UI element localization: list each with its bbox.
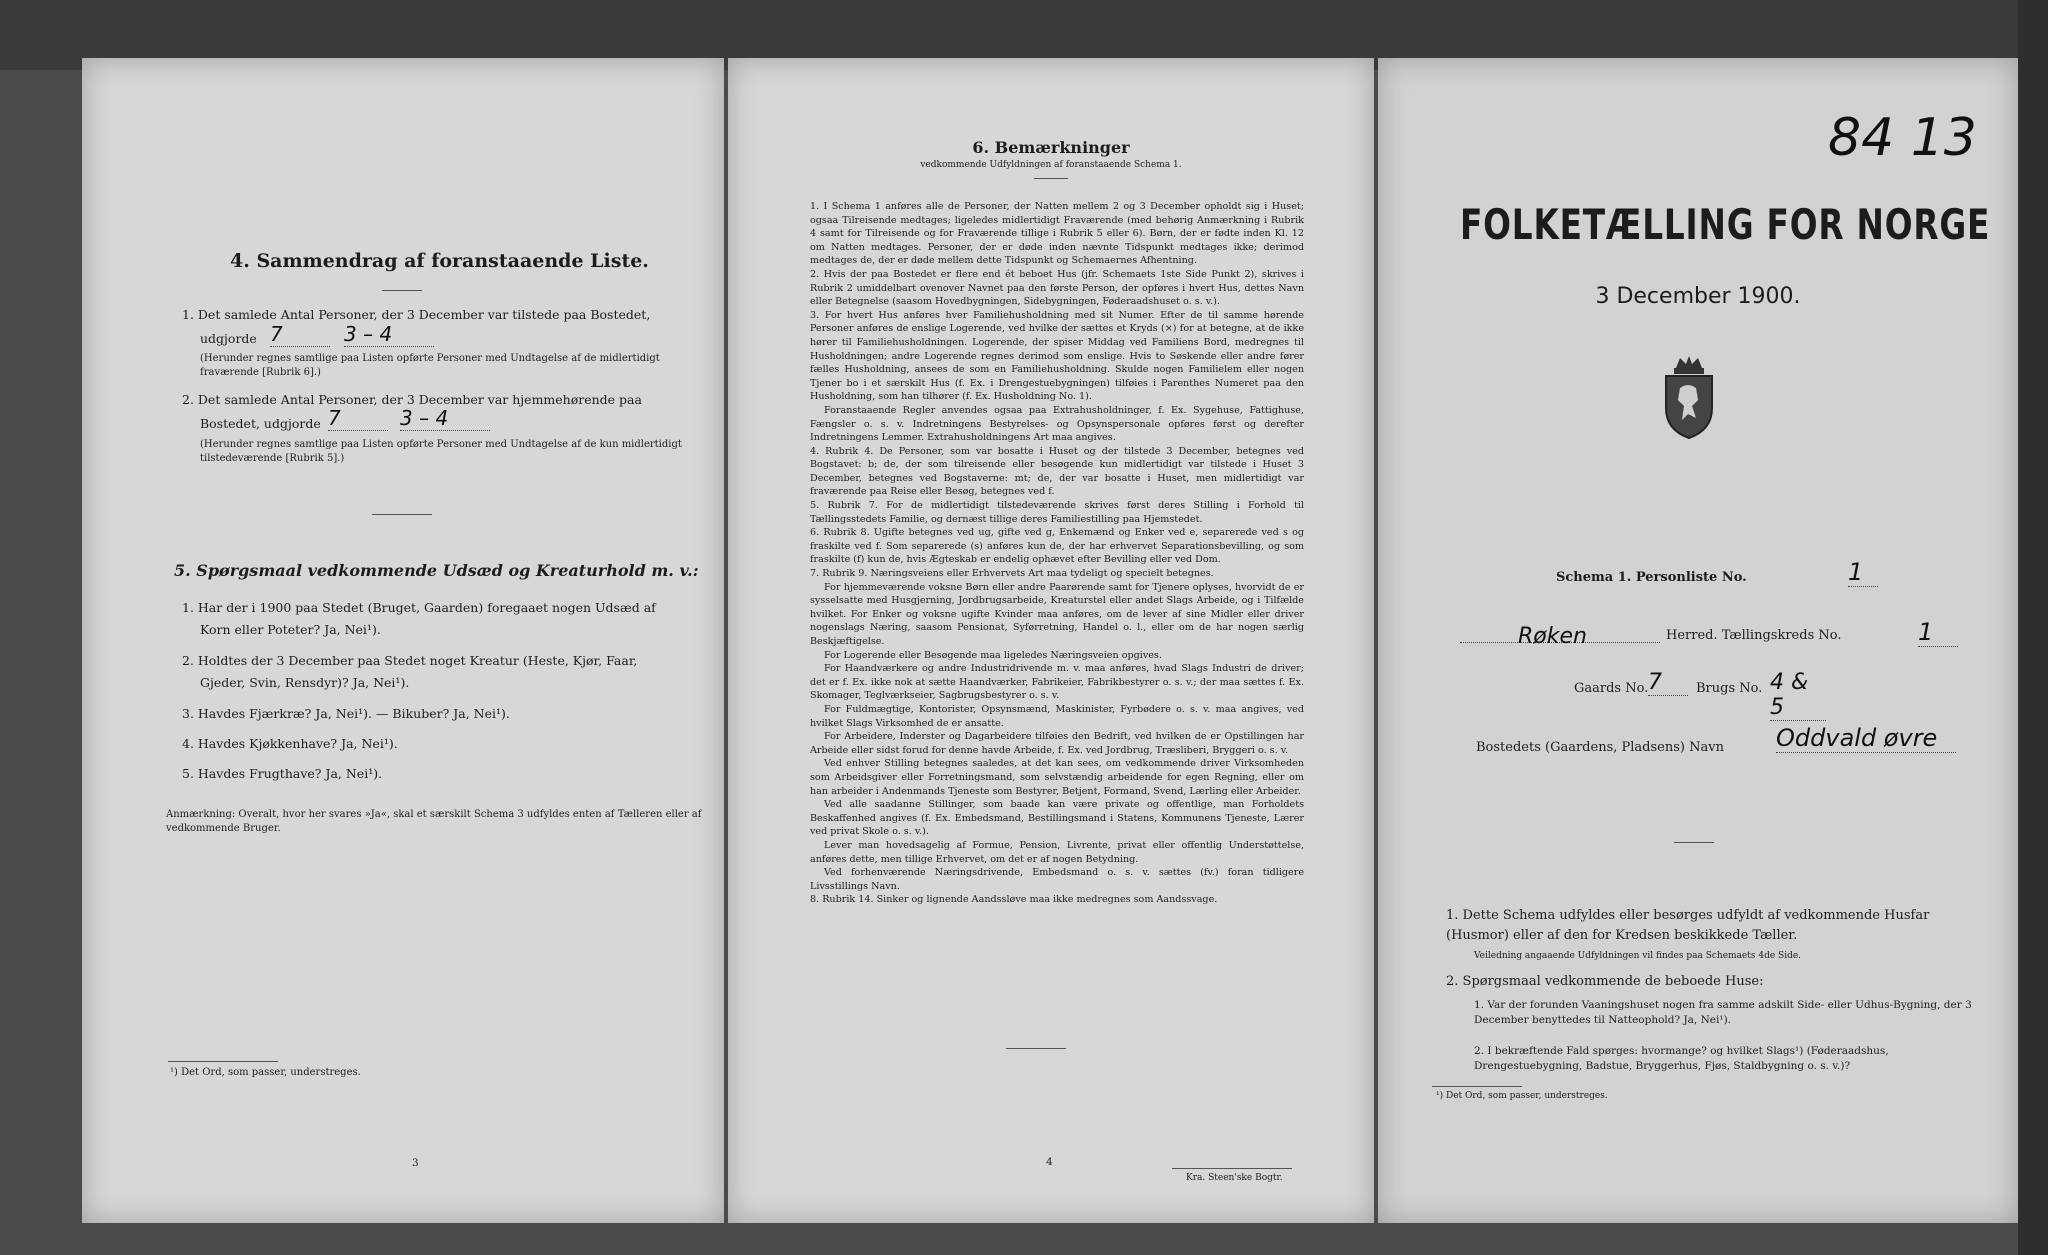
instruction-2-1: 1. Var der forunden Vaaningshuset nogen fra samme adskilt Side- eller Udhus-Bygning, der 3 December benyttedes til Natteophold? Ja, Nei¹). [1474, 999, 1972, 1026]
footnote: ¹) Det Ord, som passer, understreges. [1436, 1091, 1608, 1101]
schema-label: Schema 1. Personliste No. [1556, 570, 1747, 585]
herred-label: Herred. Tællingskreds No. [1666, 628, 1842, 643]
divider [1006, 1048, 1066, 1049]
divider [1674, 842, 1714, 843]
instruction-1-note: Veiledning angaaende Udfyldningen vil findes paa Schemaets 4de Side. [1474, 951, 1802, 961]
section-4-title: 4. Sammendrag af foranstaaende Liste. [230, 250, 649, 272]
remark-paragraph: 1. I Schema 1 anføres alle de Personer, der Natten mellem 2 og 3 December opholdt sig i Huset; ogsaa Tilreisende medtages; ligeledes midlertidigt Fraværende (med behørig Anmærkning i Rubrik 4 samt for Tilreisende og for Fraværende tillige i Rubrik 5 eller 6). Børn, der er fødte inden Kl. 12 om Natten medtages. Personer, der er døde inden nævnte Tidspunkt medtages ikke; derimod medtages de, der er døde mellem dette Tidspunkt og Schemaernes Afhentning. [810, 201, 1304, 267]
kreds-value: 1 [1918, 618, 1958, 647]
bosted-label: Bostedets (Gaardens, Pladsens) Navn [1476, 740, 1724, 755]
page-1-cover [1378, 58, 2018, 1223]
item-2-handwritten-a: 7 [328, 406, 388, 431]
divider [382, 290, 422, 291]
remark-paragraph: Foranstaaende Regler anvendes ogsaa paa Extrahusholdninger, f. Ex. Sygehuse, Fattighuse, Fængsler o. s. v. Indretningens Bestyrelses- og Opsynspersonale opføres først og derefter Indretningens Lemmer. Extrahusholdningens Art maa angives. [810, 404, 1304, 444]
remark-paragraph: For Arbeidere, Inderster og Dagarbeidere tilføies den Bedrift, ved hvilken de er Opstillingen har Arbeide eller sidst forud for denne havde Arbeide, f. Ex. ved Jordbrug, Træsliberi, Bryggeri o. s. v. [810, 731, 1304, 756]
question-2-line-2: Gjeder, Svin, Rensdyr)? Ja, Nei¹). [200, 675, 410, 690]
remark-paragraph: Ved enhver Stilling betegnes saaledes, at det kan sees, om vedkommende driver Virksomheden som Arbeidsgiver eller Forretningsmand, som selvstændig arbeidende for egen Regning, eller om han arbeider i Andenmands Tjeneste som Bestyrer, Betjent, Formand, Svend, Lærling eller Arbeider. [810, 758, 1304, 797]
item-1-note: (Herunder regnes samtlige paa Listen opførte Personer med Undtagelse af de midlertidigt fraværende [Rubrik 6].) [200, 353, 660, 378]
instruction-1: 1. Dette Schema udfyldes eller besørges udfyldt af vedkommende Husfar (Husmor) eller af den for Kredsen beskikkede Tæller. [1446, 908, 1930, 943]
scan-background-right [2018, 0, 2048, 1255]
item-1-line-1: 1. Det samlede Antal Personer, der 3 December var tilstede paa Bostedet, [182, 307, 651, 322]
remark-paragraph: Lever man hovedsagelig af Formue, Pension, Livrente, privat eller offentlig Understøttelse, anføres dette, men tillige Erhvervet, om det er af nogen Betydning. [810, 839, 1304, 865]
remark-paragraph: 3. For hvert Hus anføres hver Familiehusholdning med sit Numer. Efter de til samme hørende Personer anføres de enslige Logerende, ved hvilke der sættes et Kryds (×) for at betegne, at de ikke hører til Familiehusholdningen. Logerende, der spiser Middag ved Familiens Bord, medregnes til Husholdningen; andre Logerende regnes derimod som enslige. Hvis to Søskende eller andre fører fælles Husholdning, ansees de som en Familiehusholdning. Skulde nogen Familielem eller nogen Tjener bo i et særskilt Hus (f. Ex. i Drengestuebygningen) tilføies i Parenthes Numeret paa den Husholdning, som han tilhører (f. Ex. Husholdning No. 1). [810, 309, 1304, 403]
remark-paragraph: 5. Rubrik 7. For de midlertidigt tilstedeværende skrives først deres Stilling i Forhold til Tællingsstedets Familie, og dernæst tillige deres Familiestilling paa Hjemstedet. [810, 500, 1304, 525]
footnote-rule [1432, 1086, 1522, 1087]
printer-imprint: Kra. Steen'ske Bogtr. [1186, 1173, 1283, 1183]
remark-paragraph: Ved forhenværende Næringsdrivende, Embedsmand o. s. v. sættes (fv.) foran tidligere Livsstillings Navn. [810, 867, 1304, 892]
remarks-subtitle: vedkommende Udfyldningen af foranstaaende Schema 1. [920, 160, 1182, 170]
remark-paragraph: Ved alle saadanne Stillinger, som baade kan være private og offentlige, man Forholdets Beskaffenhed angives (f. Ex. Embedsmand, Bestillingsmand i Statens, Kommunens Tjeneste, Lærer ved privat Skole o. s. v.). [810, 799, 1304, 838]
gaards-value: 7 [1648, 670, 1688, 696]
remark-paragraph: 8. Rubrik 14. Sinker og lignende Aandssløve maa ikke medregnes som Aandssvage. [810, 894, 1218, 906]
page-number: 4 [1046, 1156, 1053, 1168]
bosted-value: Oddvald øvre [1776, 724, 1956, 753]
item-2-note: (Herunder regnes samtlige paa Listen opførte Personer med Undtagelse af de kun midlertidigt tilstedeværende [Rubrik 5].) [200, 439, 682, 464]
herred-value: Røken [1518, 624, 1587, 649]
question-2-line-1: 2. Holdtes der 3 December paa Stedet noget Kreatur (Heste, Kjør, Faar, [182, 653, 638, 668]
gaards-label: Gaards No. [1574, 681, 1649, 696]
divider [1034, 178, 1068, 179]
instruction-2: 2. Spørgsmaal vedkommende de beboede Huse: [1446, 974, 1764, 989]
brugs-value: 4 & 5 [1770, 670, 1826, 721]
remark-paragraph: 4. Rubrik 4. De Personer, som var bosatte i Huset og der tilstede 3 December, betegnes ved Bogstavet: b; de, der som tilreisende eller besøgende kun midlertidigt var tilstede i Huset 3 December, betegnes ved Bogstaverne: mt; de, der var bosatte i Huset, men midlertidigt var fraværende paa Reise eller Besøg, betegnes ved f. [810, 445, 1304, 498]
remark-paragraph: 6. Rubrik 8. Ugifte betegnes ved ug, gifte ved g, Enkemænd og Enker ved e, separerede ved s og fraskilte ved f. Som separerede (s) anføres kun de, der har erhvervet Separationsbevilling, og som fraskilte (f) kun de, hvis Ægteskab er endelig ophævet efter Bevilling eller ved Dom. [810, 527, 1304, 566]
personliste-number: 1 [1848, 558, 1878, 587]
remarks-title: 6. Bemærkninger [972, 138, 1130, 157]
divider [372, 514, 432, 515]
item-2-line-2: Bostedet, udgjorde [200, 416, 321, 431]
instruction-2-2: 2. I bekræftende Fald spørges: hvormange? og hvilket Slags¹) (Føderaadshus, Drengestuebygning, Badstue, Bryggerhus, Fjøs, Staldbygning o. s. v.)? [1474, 1045, 1889, 1072]
page-4 [728, 58, 1374, 1223]
item-1-handwritten-a: 7 [270, 322, 330, 347]
remarks-body [810, 200, 1304, 907]
page-number: 3 [412, 1157, 419, 1169]
item-1-line-2: udgjorde [200, 331, 257, 346]
main-title: FOLKETÆLLING FOR NORGE [1460, 200, 1991, 249]
question-4: 4. Havdes Kjøkkenhave? Ja, Nei¹). [182, 736, 398, 751]
footnote: ¹) Det Ord, som passer, understreges. [170, 1067, 361, 1078]
remark-paragraph: For hjemmeværende voksne Børn eller andre Paarørende samt for Tjenere oplyses, hvorvidt de er sysselsatte med Husgjerning, Jordbrugsarbeide, Kreaturstel eller andet Slags Arbeide, og i Tilfælde hvilket. For Enker og voksne ugifte Kvinder maa anføres, om de lever af sine Midler eller driver nogenslags Næring, saasom Pensionat, Syførretning, Handel o. l., eller om de har nogen særlig Beskjæftigelse. [810, 581, 1304, 647]
item-2-handwritten-b: 3 – 4 [400, 406, 490, 431]
question-3: 3. Havdes Fjærkræ? Ja, Nei¹). — Bikuber? Ja, Nei¹). [182, 706, 510, 721]
remark: Anmærkning: Overalt, hvor her svares »Ja«, skal et særskilt Schema 3 udfyldes enten af Tælleren eller af vedkommende Bruger. [166, 809, 702, 834]
item-1-handwritten-b: 3 – 4 [344, 322, 434, 347]
question-5: 5. Havdes Frugthave? Ja, Nei¹). [182, 766, 383, 781]
handwritten-archive-number: 84 13 [1828, 108, 1977, 168]
page-3 [82, 58, 724, 1223]
remark-paragraph: For Fuldmægtige, Kontorister, Opsynsmænd, Maskinister, Fyrbødere o. s. v. maa angives, ved hvilket Slags Virksomhed de er ansatte. [810, 703, 1304, 729]
item-2-line-1: 2. Det samlede Antal Personer, der 3 December var hjemmehørende paa [182, 392, 642, 407]
brugs-label: Brugs No. [1696, 681, 1763, 696]
printer-rule [1172, 1168, 1292, 1169]
norway-coat-of-arms-icon [1658, 354, 1720, 440]
question-1-line-1: 1. Har der i 1900 paa Stedet (Bruget, Gaarden) foregaaet nogen Udsæd af [182, 600, 656, 615]
remark-paragraph: 7. Rubrik 9. Næringsveiens eller Erhvervets Art maa tydeligt og specielt betegnes. [810, 568, 1214, 580]
footnote-rule [168, 1061, 278, 1062]
question-1-line-2: Korn eller Poteter? Ja, Nei¹). [200, 622, 381, 637]
section-5-title: 5. Spørgsmaal vedkommende Udsæd og Kreaturhold m. v.: [174, 561, 699, 580]
remark-paragraph: 2. Hvis der paa Bostedet er flere end ét beboet Hus (jfr. Schemaets 1ste Side Punkt 2), skrives i Rubrik 2 umiddelbart ovenover Navnet paa den første Person, der opføres i hvert Hus, dettes Navn eller Betegnelse (saasom Hovedbygningen, Sidebygningen, Føderaadshuset o. s. v.). [810, 268, 1304, 308]
remark-paragraph: For Haandværkere og andre Industridrivende m. v. maa anføres, hvad Slags Industri de driver; det er f. Ex. ikke nok at sætte Haandværker, Fabrikeier, Fabrikbestyrer o. s. v.; der maa sættes f. Ex. Skomager, Teglværkseier, Sagbrugsbestyrer o. s. v. [810, 663, 1304, 702]
remark-paragraph: For Logerende eller Besøgende maa ligeledes Næringsveien opgives. [824, 649, 1162, 661]
census-date: 3 December 1900. [1595, 284, 1801, 309]
